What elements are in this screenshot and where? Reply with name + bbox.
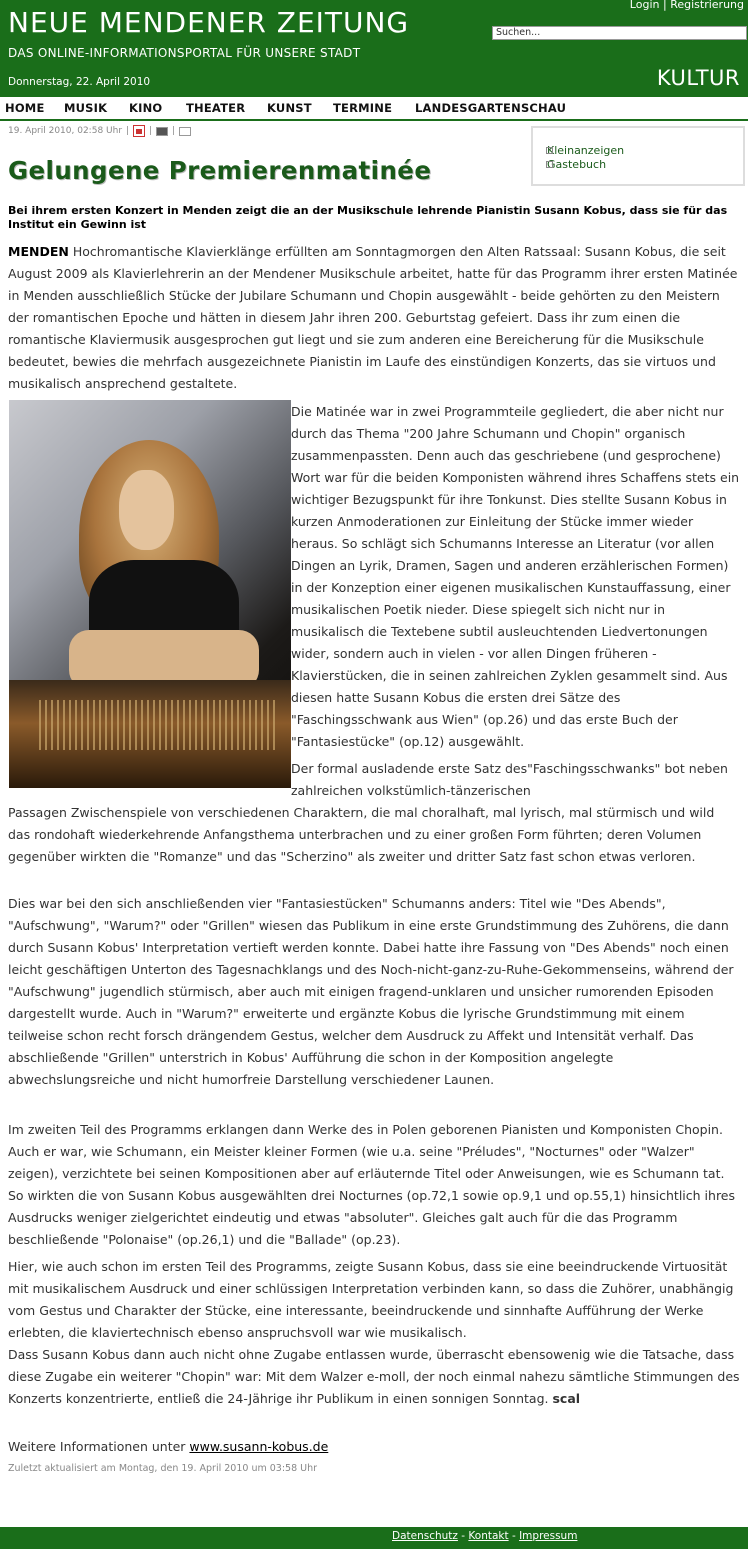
article-title: Gelungene Premierenmatinée (8, 156, 432, 185)
more-info-label: Weitere Informationen unter (8, 1439, 186, 1454)
datenschutz-link[interactable]: Datenschutz (392, 1530, 458, 1542)
site-header (0, 0, 748, 97)
nav-item-termine[interactable]: TERMINE (333, 101, 393, 115)
site-footer (0, 1527, 748, 1549)
last-updated: Zuletzt aktualisiert am Montag, den 19. April 2010 um 03:58 Uhr (8, 1463, 318, 1474)
link-separator: | (662, 0, 667, 11)
nav-item-musik[interactable]: MUSIK (64, 101, 108, 115)
article-meta (8, 125, 191, 137)
article-paragraph: Der formal ausladende erste Satz des"Faschingsschwanks" bot neben zahlreichen volkstümlich-tänzerischen (291, 761, 728, 798)
article-paragraph: Im zweiten Teil des Programms erklangen dann Werke des in Polen geborenen Pianisten und Komponisten Chopin. Auch er war, wie Schumann, ein Meister kleiner Formen (wie u.a. seine "Préludes", "Nocturnes" oder "Walzer" zeigen), verzichtete bei seinen Kompositionen aber auf erläuternde Titel oder Anweisungen, wie es Schumann tat. So wirkten die von Susann Kobus ausgewählten drei Nocturnes (op.72,1 sowie op.9,1 und op.55,1) hinsichtlich ihres Ausdrucks weniger zielgerichtet eindeutig und etwas "absoluter". Gleiches galt auch für die das Programm beschließende "Polonaise" (op.26,1) und die "Ballade" (op.23). (8, 1122, 736, 1247)
more-info (8, 1436, 740, 1458)
meta-separator: | (149, 126, 153, 136)
nav-item-landesgartenschau[interactable]: LANDESGARTENSCHAU (415, 101, 567, 115)
sidebar-box (531, 126, 745, 186)
site-title[interactable]: NEUE MENDENER ZEITUNG (8, 6, 410, 39)
section-label: KULTUR (656, 66, 740, 90)
article-paragraph (8, 241, 740, 395)
current-date: Donnerstag, 22. April 2010 (8, 76, 151, 88)
nav-item-kunst[interactable]: KUNST (267, 101, 312, 115)
article-paragraph: Passagen Zwischenspiele von verschiedenen Charaktern, die mal choralhaft, mal lyrisch, mal stürmisch und wild das rondohaft wiederkehrende Anfangsthema unterbrachen und zu einer großen Form führten; deren Volumen gegenüber wirkten die "Romanze" und das "Scherzino" als zweiter und dritter Satz fast schon etwas verloren. (8, 805, 715, 864)
paragraph-text: Dass Susann Kobus dann auch nicht ohne Zugabe entlassen wurde, überrascht ebensowenig wie die Tatsache, dass diese Zugabe ein weiterer "Chopin" war: Mit dem Walzer e-moll, der noch einmal nahezu sämtliche Stimmungen des Konzerts konzentrierte, entließ die 24-Jährige ihr Publikum in einen sonnigen Sonntag. (8, 1347, 740, 1406)
article-paragraph (8, 1344, 740, 1410)
email-icon[interactable] (179, 127, 191, 136)
plus-icon (546, 161, 553, 168)
nav-item-kino[interactable]: KINO (129, 101, 163, 115)
paragraph-text: Hochromantische Klavierklänge erfüllten am Sonntagmorgen den Alten Ratssaal: Susann Kobus, die seit August 2009 als Klavierlehrerin an der Mendener Musikschule arbeitet, hatte für das Programm ihrer ersten Matinée in Menden ausschließlich Stücke der Jubilare Schumann und Chopin ausgewählt - beide gehörten zu den Meistern der romantischen Epoche und hätten in diesem Jahr ihren 200. Geburtstag gefeiert. Dass ihr zum einen die romantische Klaviermusik ausgesprochen gut liegt und sie zum anderen eine Bereicherung für die Musikschule bedeutet, bewies die mehrfach ausgezeichnete Pianistin im Laufe des einstündigen Konzerts, das sie virtuos und musikalisch ansprechend gestaltete. (8, 244, 738, 391)
article-paragraph: Hier, wie auch schon im ersten Teil des Programms, zeigte Susann Kobus, dass sie eine beeindruckende Virtuosität mit musikalischem Ausdruck und einer schlüssigen Interpretation verbinden kann, so dass die Zuhörer, unabhängig vom Gestus und Charakter der Stücke, eine interessante, beeindruckende und sinnhafte Aufführung der Werke erlebten, die klaviertechnisch ebenso anspruchsvoll war wie musikalisch. (8, 1259, 734, 1340)
sidebar-item-gastebuch[interactable] (547, 158, 606, 171)
nav-item-home[interactable]: HOME (5, 101, 45, 115)
footer-separator: - (457, 1530, 469, 1542)
sidebar-item-label: Gastebuch (547, 158, 607, 171)
article-datetime: 19. April 2010, 02:58 Uhr (8, 126, 123, 136)
website-link[interactable]: www.susann-kobus.de (189, 1439, 329, 1454)
pdf-icon[interactable] (133, 125, 145, 137)
login-link[interactable]: Login (629, 0, 660, 11)
account-links (630, 0, 744, 11)
print-icon[interactable] (156, 127, 168, 136)
meta-separator: | (126, 126, 130, 136)
register-link[interactable]: Registrierung (670, 0, 744, 11)
main-nav (0, 97, 748, 121)
article-photo (9, 400, 291, 788)
article-paragraph: Die Matinée war in zwei Programmteile gegliedert, die aber nicht nur durch das Thema "200 Jahre Schumann und Chopin" organisch zusammenpassten. Denn auch das geschriebene (und gesprochene) Wort war für die beiden Komponisten während ihres Schaffens stets ein wichtiger Bezugspunkt für ihre Tonkunst. Dies stellte Susann Kobus in kurzen Anmoderationen zur Einleitung der Stücke immer wieder heraus. So schlägt sich Schumanns Interesse an Literatur (vor allen Dingen an Lyrik, Dramen, Sagen und anderen erzählerischen Formen) in der Konzeption einer eigenen musikalischen Kunstauffassung, einer musikalischen Poetik nieder. Diese spiegelt sich nicht nur in musikalisch die Textebene subtil ausleuchtenden Liedvertonungen wider, sondern auch in vielen - vor allen Dingen früheren - Klavierstücken, die in seinen zahlreichen Zyklen gesammelt sind. Aus diesen hatte Susann Kobus die ersten drei Sätze des "Faschingsschwank aus Wien" (op.26) und das erste Buch der "Fantasiestücke" (op.12) ausgewählt. (291, 404, 740, 749)
meta-separator: | (172, 126, 176, 136)
footer-links (392, 1530, 577, 1542)
author-tag: scal (552, 1391, 581, 1406)
plus-icon (546, 147, 553, 154)
impressum-link[interactable]: Impressum (519, 1530, 578, 1542)
article-lead: Bei ihrem ersten Konzert in Menden zeigt die an der Musikschule lehrende Pianistin Susann Kobus, dass sie für das Institut ein Gewinn ist (8, 204, 728, 231)
footer-separator: - (508, 1530, 520, 1542)
search-input[interactable]: Suchen... (492, 26, 747, 40)
sidebar-item-kleinanzeigen[interactable] (547, 144, 624, 157)
site-subtitle: DAS ONLINE-INFORMATIONSPORTAL FÜR UNSERE STADT (8, 46, 361, 60)
kontakt-link[interactable]: Kontakt (468, 1530, 509, 1542)
nav-item-theater[interactable]: THEATER (186, 101, 246, 115)
article-paragraph: Dies war bei den sich anschließenden vier "Fantasiestücken" Schumanns anders: Titel wie "Des Abends", "Aufschwung", "Warum?" oder "Grillen" wiesen das Publikum in eine erste Grundstimmung des Zuhörens, die dann durch Susann Kobus' Interpretation vertieft werden konnte. Dabei hatte ihre Fassung von "Des Abends" noch einen leicht geschäftigen Unterton des Tagesnachklangs und des Noch-nicht-ganz-zu-Ruhe-Gekommenseins, während der "Aufschwung" jugendlich stürmisch, aber auch mit einigen fragend-unklaren und unsicher rumorenden Episoden dargestellt wurde. Auch in "Warum?" erweiterte und ergänzte Kobus die lyrische Grundstimmung mit einem teilweise schon recht forsch drängendem Gestus, welcher dem Ausdruck zu Affekt und Intensität verhalf. Das abschließende "Grillen" unterstrich in Kobus' Aufführung die schon in der Komposition angelegte abwechslungsreiche und nicht humorfreie Darstellung verschiedener Launen. (8, 896, 734, 1087)
sidebar-item-label: Kleinanzeigen (547, 144, 625, 157)
dateline: MENDEN (8, 244, 69, 259)
